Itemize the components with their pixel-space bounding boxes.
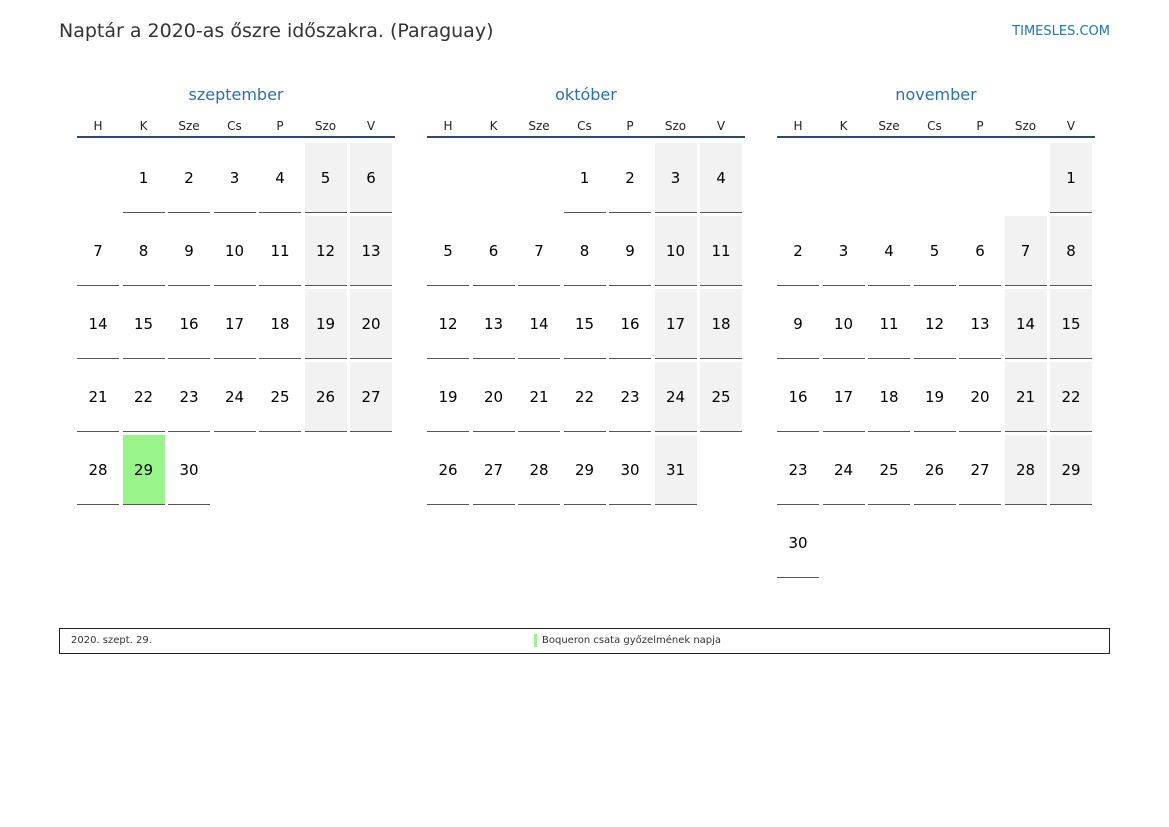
legend-text: Boqueron csata győzelmének napja xyxy=(542,635,722,646)
month-name: szeptember xyxy=(188,85,284,104)
day-cell: 18 xyxy=(259,289,301,359)
day-cell: 12 xyxy=(427,289,469,359)
day-cell: 24 xyxy=(823,435,865,505)
empty-day-cell xyxy=(473,143,515,213)
month-calendar xyxy=(77,84,395,505)
weekday-label: V xyxy=(716,119,726,133)
day-cell: 30 xyxy=(777,508,819,578)
day-cell: 6 xyxy=(959,216,1001,286)
site-link[interactable]: TIMESLES.COM xyxy=(1012,24,1110,39)
empty-day-cell xyxy=(427,143,469,213)
empty-day-cell xyxy=(914,143,956,213)
day-cell: 19 xyxy=(427,362,469,432)
day-cell: 24 xyxy=(214,362,256,432)
weekday-label: H xyxy=(93,119,103,133)
day-cell: 23 xyxy=(168,362,210,432)
day-cell: 16 xyxy=(609,289,651,359)
empty-day-cell xyxy=(959,143,1001,213)
day-cell: 20 xyxy=(959,362,1001,432)
weekday-label: P xyxy=(626,119,634,133)
day-cell: 29 xyxy=(564,435,606,505)
weekday-label: H xyxy=(793,119,803,133)
weekday-header xyxy=(777,116,1095,138)
weekday-header xyxy=(427,116,745,138)
day-cell: 11 xyxy=(868,289,910,359)
day-cell: 22 xyxy=(123,362,165,432)
day-cell: 21 xyxy=(518,362,560,432)
day-cell: 9 xyxy=(168,216,210,286)
day-cell: 8 xyxy=(123,216,165,286)
day-cell: 2 xyxy=(777,216,819,286)
day-cell: 30 xyxy=(609,435,651,505)
day-cell: 15 xyxy=(123,289,165,359)
day-grid xyxy=(77,143,395,505)
weekday-label: P xyxy=(276,119,284,133)
day-cell: 1 xyxy=(1050,143,1092,213)
day-cell: 3 xyxy=(214,143,256,213)
day-cell: 25 xyxy=(259,362,301,432)
day-cell: 14 xyxy=(77,289,119,359)
day-cell: 1 xyxy=(564,143,606,213)
weekday-label: Szo xyxy=(314,119,337,133)
holiday-legend xyxy=(59,628,1110,654)
day-cell: 14 xyxy=(518,289,560,359)
day-cell: 20 xyxy=(473,362,515,432)
day-cell: 4 xyxy=(259,143,301,213)
day-cell: 14 xyxy=(1005,289,1047,359)
day-cell: 23 xyxy=(777,435,819,505)
day-cell: 2 xyxy=(168,143,210,213)
day-cell: 18 xyxy=(700,289,742,359)
day-cell: 5 xyxy=(305,143,347,213)
weekday-label: Sze xyxy=(178,119,200,133)
empty-day-cell xyxy=(777,143,819,213)
day-cell: 23 xyxy=(609,362,651,432)
day-cell: 24 xyxy=(655,362,697,432)
weekday-label: K xyxy=(489,119,498,133)
day-cell: 25 xyxy=(868,435,910,505)
day-cell: 6 xyxy=(350,143,392,213)
day-cell: 7 xyxy=(518,216,560,286)
weekday-label: Cs xyxy=(227,119,242,133)
day-cell: 31 xyxy=(655,435,697,505)
day-cell: 26 xyxy=(305,362,347,432)
day-cell: 17 xyxy=(655,289,697,359)
day-cell: 18 xyxy=(868,362,910,432)
day-cell: 16 xyxy=(777,362,819,432)
weekday-label: Szo xyxy=(1014,119,1037,133)
day-cell: 5 xyxy=(427,216,469,286)
month-name: október xyxy=(555,85,617,104)
day-cell: 5 xyxy=(914,216,956,286)
day-cell: 12 xyxy=(305,216,347,286)
empty-day-cell xyxy=(77,143,119,213)
holiday-day-cell: 29 xyxy=(123,435,165,505)
empty-day-cell xyxy=(518,143,560,213)
day-cell: 12 xyxy=(914,289,956,359)
weekday-label: Szo xyxy=(664,119,687,133)
day-cell: 15 xyxy=(1050,289,1092,359)
day-cell: 9 xyxy=(609,216,651,286)
day-cell: 28 xyxy=(518,435,560,505)
day-cell: 11 xyxy=(700,216,742,286)
day-cell: 7 xyxy=(77,216,119,286)
day-cell: 13 xyxy=(473,289,515,359)
day-cell: 17 xyxy=(823,362,865,432)
day-cell: 4 xyxy=(868,216,910,286)
day-cell: 8 xyxy=(564,216,606,286)
day-cell: 10 xyxy=(214,216,256,286)
day-cell: 29 xyxy=(1050,435,1092,505)
day-cell: 19 xyxy=(914,362,956,432)
day-cell: 21 xyxy=(1005,362,1047,432)
day-cell: 3 xyxy=(655,143,697,213)
weekday-label: Sze xyxy=(528,119,550,133)
month-calendar xyxy=(427,84,745,505)
day-cell: 21 xyxy=(77,362,119,432)
day-cell: 27 xyxy=(473,435,515,505)
day-cell: 25 xyxy=(700,362,742,432)
legend-date: 2020. szept. 29. xyxy=(71,635,152,646)
day-cell: 28 xyxy=(1005,435,1047,505)
weekday-label: V xyxy=(1066,119,1076,133)
day-cell: 26 xyxy=(914,435,956,505)
day-cell: 13 xyxy=(959,289,1001,359)
day-cell: 17 xyxy=(214,289,256,359)
day-cell: 3 xyxy=(823,216,865,286)
day-cell: 19 xyxy=(305,289,347,359)
day-grid xyxy=(777,143,1095,578)
day-cell: 16 xyxy=(168,289,210,359)
weekday-label: H xyxy=(443,119,453,133)
day-cell: 27 xyxy=(350,362,392,432)
empty-day-cell xyxy=(1005,143,1047,213)
legend-swatch xyxy=(534,634,537,647)
empty-day-cell xyxy=(868,143,910,213)
day-cell: 30 xyxy=(168,435,210,505)
day-cell: 8 xyxy=(1050,216,1092,286)
day-cell: 9 xyxy=(777,289,819,359)
day-cell: 15 xyxy=(564,289,606,359)
day-cell: 22 xyxy=(1050,362,1092,432)
day-cell: 22 xyxy=(564,362,606,432)
month-calendar xyxy=(777,84,1095,578)
day-grid xyxy=(427,143,745,505)
day-cell: 13 xyxy=(350,216,392,286)
day-cell: 7 xyxy=(1005,216,1047,286)
weekday-label: P xyxy=(976,119,984,133)
day-cell: 11 xyxy=(259,216,301,286)
day-cell: 28 xyxy=(77,435,119,505)
weekday-header xyxy=(77,116,395,138)
empty-day-cell xyxy=(823,143,865,213)
weekday-label: Cs xyxy=(577,119,592,133)
day-cell: 6 xyxy=(473,216,515,286)
day-cell: 26 xyxy=(427,435,469,505)
day-cell: 10 xyxy=(823,289,865,359)
weekday-label: K xyxy=(139,119,148,133)
day-cell: 4 xyxy=(700,143,742,213)
weekday-label: K xyxy=(839,119,848,133)
day-cell: 27 xyxy=(959,435,1001,505)
day-cell: 1 xyxy=(123,143,165,213)
weekday-label: Cs xyxy=(927,119,942,133)
page-title: Naptár a 2020-as őszre időszakra. (Paraguay) xyxy=(59,20,494,42)
month-name: november xyxy=(895,85,977,104)
day-cell: 2 xyxy=(609,143,651,213)
weekday-label: Sze xyxy=(878,119,900,133)
day-cell: 20 xyxy=(350,289,392,359)
day-cell: 10 xyxy=(655,216,697,286)
weekday-label: V xyxy=(366,119,376,133)
